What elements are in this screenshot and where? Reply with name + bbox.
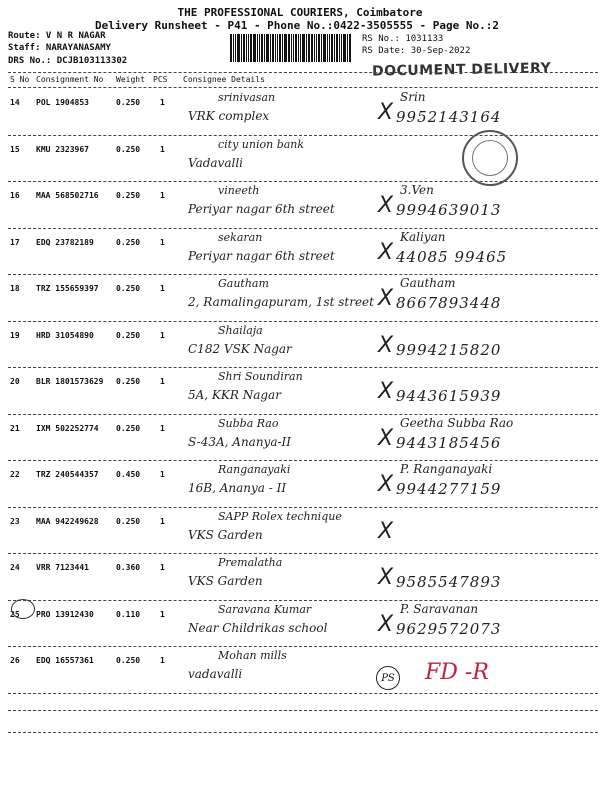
consignment-number: MAA 568502716 [36,191,99,200]
pieces: 1 [160,377,165,386]
table-header [8,72,598,88]
consignee-address: C182 VSK Nagar [188,341,292,356]
consignee-address: VKS Garden [188,527,263,542]
pieces: 1 [160,191,165,200]
consignment-number: TRZ 240544357 [36,470,99,479]
barcode [230,34,355,62]
receiver-signature: Geetha Subba Rao [400,415,514,430]
delivery-cross-mark: X [378,425,394,451]
pieces: 1 [160,98,165,107]
consignee-address: 2, Ramalingapuram, 1st street [188,295,374,309]
serial-number: 24 [10,563,20,572]
runsheet-subtitle: Delivery Runsheet - P41 - Phone No.:0422-3505555 - Page No.:2 [95,19,499,32]
consignee-name: Shri Soundiran [218,370,303,383]
serial-number: 23 [10,516,20,526]
serial-number: 16 [10,191,20,200]
consignee-address: 16B, Ananya - II [188,481,287,495]
receiver-phone: 9629572073 [396,619,502,638]
col-weight: Weight [116,75,145,84]
receiver-phone: 9994639013 [396,201,502,219]
weight: 0.250 [116,656,141,665]
receiver-phone: 9585547893 [396,573,502,591]
consignee-address: Periyar nagar 6th street [188,202,335,216]
consignee-name: Gautham [218,277,269,290]
receiver-phone: 8667893448 [396,294,502,312]
table-row [8,321,598,369]
consignment-number: POL 1904853 [36,98,89,107]
consignment-number: IXM 502252774 [36,423,99,433]
pieces: 1 [160,563,165,572]
serial-number: 15 [10,144,20,154]
receiver-signature: Srin [400,90,426,104]
consignee-name: sekaran [218,230,263,244]
pieces: 1 [160,656,165,665]
company-title: THE PROFESSIONAL COURIERS, Coimbatore [177,6,423,19]
serial-number: 20 [10,377,20,386]
receiver-phone: 9952143164 [396,108,502,126]
consignment-number: VRR 7123441 [36,563,89,572]
consignee-name: Subba Rao [218,416,279,430]
table-row [8,181,598,229]
serial-number: 19 [10,330,20,340]
table-row [8,646,598,694]
consignee-name: Premalatha [218,556,283,569]
consignee-address: vadavalli [188,667,243,681]
consignee-name: Ranganayaki [218,463,291,476]
table-row [8,88,598,136]
divider [8,732,598,733]
receiver-signature: Kaliyan [400,229,446,244]
pieces: 1 [160,237,165,247]
consignee-address: Vadavalli [188,155,244,170]
consignment-number: TRZ 155659397 [36,284,99,293]
weight: 0.250 [116,516,141,526]
weight: 0.250 [116,330,141,340]
pieces: 1 [160,144,165,154]
staff-label: Staff: NARAYANASAMY [8,43,111,53]
weight: 0.360 [116,563,141,572]
weight: 0.110 [116,609,141,619]
pieces: 1 [160,330,165,340]
receiver-phone: 9994215820 [396,340,502,359]
delivery-cross-mark: X [378,193,394,218]
rs-date: RS Date: 30-Sep-2022 [362,46,471,56]
consignee-address: S-43A, Ananya-II [188,434,292,449]
consignee-name: Saravana Kumar [218,602,312,616]
consignee-name: city union bank [218,137,305,151]
receiver-phone: 9944277159 [396,480,502,498]
serial-number: 25 [10,609,20,619]
weight: 0.250 [116,284,141,293]
table-row [8,507,598,555]
pieces: 1 [160,470,165,479]
pieces: 1 [160,423,165,433]
delivery-cross-mark: X [378,565,394,590]
delivery-cross-mark: X [378,611,394,637]
delivery-cross-mark: X [378,286,394,311]
consignee-address: VKS Garden [188,574,263,588]
receiver-signature: P. Saravanan [400,601,479,616]
table-row [8,414,598,462]
delivery-cross-mark: X [378,472,394,497]
consignment-number: HRD 31054890 [36,330,94,340]
consignment-number: PRO 13912430 [36,609,94,619]
delivery-cross-mark: X [378,518,394,544]
consignment-number: BLR 1801573629 [36,377,104,386]
weight: 0.250 [116,237,141,247]
table-row [8,228,598,276]
serial-number: 22 [10,470,20,479]
rs-number: RS No.: 1031133 [362,34,444,44]
delivery-cross-mark: X [378,379,394,404]
table-row [8,274,598,322]
ps-mark: PS [376,666,400,690]
weight: 0.250 [116,191,141,200]
consignee-address: VRK complex [188,109,270,123]
table-row [8,367,598,415]
weight: 0.450 [116,470,141,479]
table-row [8,553,598,601]
serial-number: 17 [10,237,20,247]
circled-number-mark [11,599,35,619]
consignee-address: Near Childrikas school [188,620,328,635]
consignment-number: MAA 942249628 [36,516,99,526]
consignment-number: EDQ 16557361 [36,656,94,665]
drs-number: DRS No.: DCJB103113302 [8,56,128,66]
receiver-signature: 3.Ven [400,183,434,197]
receiver-signature: P. Ranganayaki [400,462,493,476]
weight: 0.250 [116,377,141,386]
delivery-cross-mark: X [378,332,394,358]
delivery-cross-mark: X [378,239,394,265]
delivery-cross-mark: X [378,100,394,125]
weight: 0.250 [116,144,141,154]
pieces: 1 [160,516,165,526]
weight: 0.250 [116,423,141,433]
table-row [8,600,598,648]
consignee-name: SAPP Rolex technique [218,509,342,523]
consignee-address: Periyar nagar 6th street [188,248,335,263]
consignment-number: EDQ 23782189 [36,237,94,247]
table-row [8,460,598,508]
weight: 0.250 [116,98,141,107]
consignee-address: 5A, KKR Nagar [188,388,281,402]
serial-number: 26 [10,656,20,665]
pieces: 1 [160,284,165,293]
consignee-name: Shailaja [218,323,263,337]
serial-number: 18 [10,284,20,293]
col-consignee: Consignee Details [183,75,265,84]
document-delivery-stamp: DOCUMENT DELIVERY [371,60,552,80]
receiver-signature: Gautham [400,276,456,290]
consignee-name: srinivasan [218,91,276,104]
consignee-name: Mohan mills [218,649,287,662]
consignment-number: KMU 2323967 [36,144,89,154]
route-label: Route: V N R NAGAR [8,31,106,41]
receiver-phone: 9443615939 [396,387,502,405]
fd-r-mark: FD -R [425,660,489,685]
serial-number: 21 [10,423,20,433]
col-sno: S No [10,75,30,84]
receiver-phone: 44085 99465 [396,247,508,266]
consignee-name: vineeth [218,184,260,197]
divider [8,710,598,711]
receiver-phone: 9443185456 [396,433,502,452]
col-consignment: Consignment No [36,75,104,84]
col-pcs: PCS [153,75,168,84]
bank-seal [462,130,518,186]
pieces: 1 [160,609,165,619]
serial-number: 14 [10,98,20,107]
